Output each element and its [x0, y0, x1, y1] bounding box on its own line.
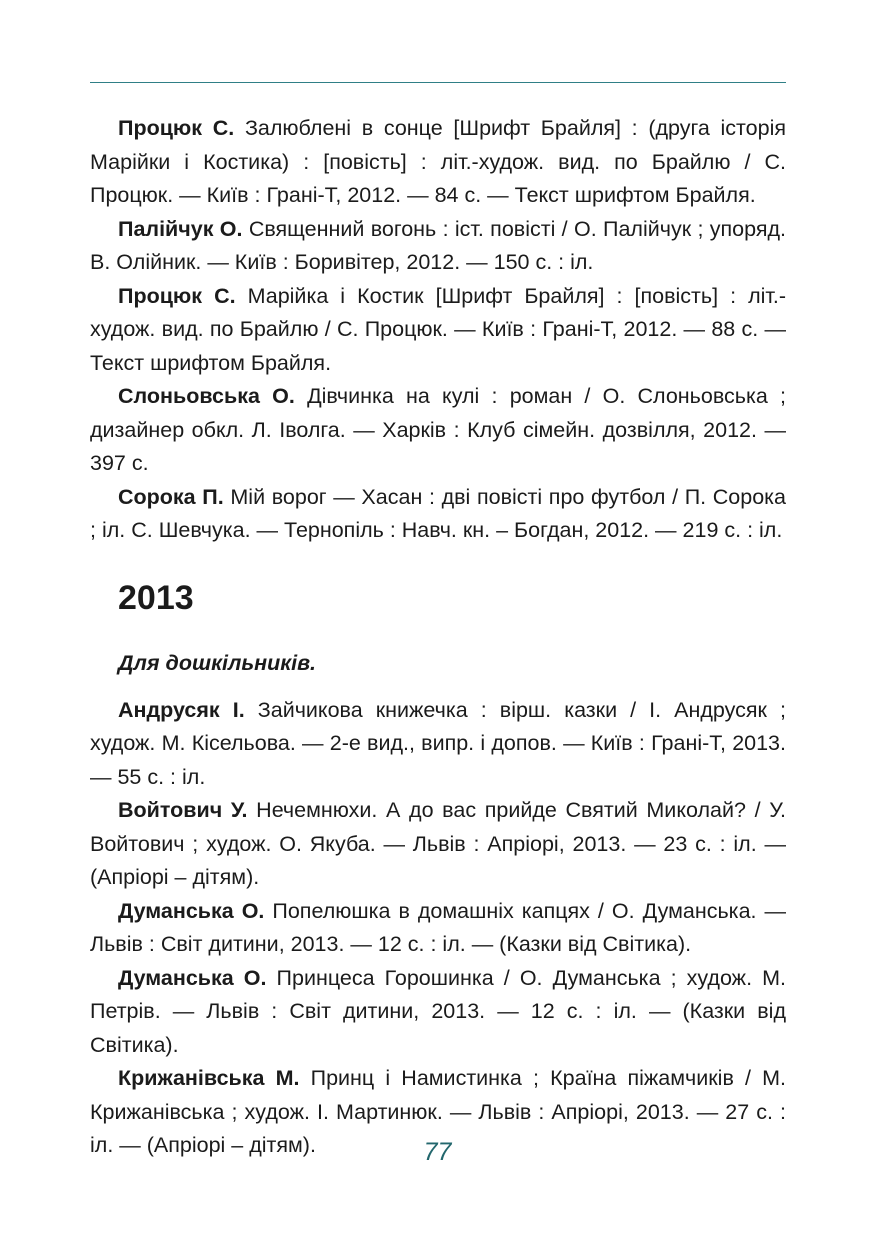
bibliography-entry: [90, 280, 786, 381]
entry-author: Думанська О.: [118, 898, 265, 923]
bibliography-entry: [90, 694, 786, 795]
entry-author: Сорока П.: [118, 484, 224, 509]
entry-text: Попелюшка в домашніх капцях / О. Думанська. — Львів : Світ дитини, 2013. — 12 с. : іл. — (Казки від Світика).: [90, 898, 786, 956]
entry-author: Палійчук О.: [118, 216, 243, 241]
entry-author: Крижанівська М.: [118, 1066, 300, 1090]
page-number: 77: [423, 1138, 452, 1166]
bibliography-entry: [90, 213, 786, 280]
entry-text: Принцеса Горошинка / О. Думанська ; худож. М. Петрів. — Львів : Світ дитини, 2013. — 12 с. : іл. — (Казки від Світика).: [90, 965, 786, 1057]
bibliography-entry: [90, 481, 786, 548]
entry-text: Зайчикова книжечка : вірш. казки / І. Андрусяк ; худож. М. Кісельова. — 2-е вид., випр. і допов. — Київ : Грані-Т, 2013. — 55 с. : іл.: [90, 697, 786, 789]
year-heading: 2013: [118, 578, 194, 617]
bibliography-entry: [90, 962, 786, 1063]
section-title: Для дошкільників.: [118, 650, 317, 675]
entry-author: Слоньовська О.: [118, 384, 295, 408]
entry-author: Думанська О.: [118, 965, 267, 990]
entry-text: Марійка і Костик [Шрифт Брайля] : [повість] : літ.-худож. вид. по Брайлю / С. Процюк. — Київ : Грані-Т, 2012. — 88 с. — Текст шрифтом Брайля.: [90, 283, 786, 375]
bibliography-entry: [90, 895, 786, 962]
entry-author: Андрусяк І.: [118, 697, 245, 722]
page-content: [90, 112, 786, 1163]
entry-author: Войтович У.: [118, 798, 248, 822]
bibliography-entry: [90, 380, 786, 481]
entry-text: Мій ворог — Хасан : дві повісті про футбол / П. Сорока ; іл. С. Шевчука. — Тернопіль : Навч. кн. – Богдан, 2012. — 219 с. : іл.: [90, 484, 787, 542]
entry-text: Залюблені в сонце [Шрифт Брайля] : (друга історія Марійки і Костика) : [повість] : літ.-худож. вид. по Брайлю / С. Процюк. — Київ : Грані-Т, 2012. — 84 с. — Текст шрифтом Брайля.: [90, 116, 786, 207]
entry-text: Нечемнюхи. А до вас прийде Святий Миколай? / У. Войтович ; худож. О. Якуба. — Львів : Апріорі, 2013. — 23 с. : іл. — (Апріорі – дітям).: [90, 798, 786, 889]
entry-author: Процюк С.: [118, 283, 236, 308]
entry-text: Дівчинка на кулі : роман / О. Слоньовська ; дизайнер обкл. Л. Іволга. — Харків : Клуб сімейн. дозвілля, 2012. — 397 с.: [90, 384, 786, 475]
header-rule: [90, 82, 786, 83]
bibliography-entry: [90, 112, 786, 213]
entry-text: Священний вогонь : іст. повісті / О. Палійчук ; упоряд. В. Олійник. — Київ : Боривітер, 2012. — 150 с. : іл.: [90, 216, 786, 274]
entry-text: Принц і Намистинка ; Країна піжамчиків / М. Крижанівська ; худож. І. Мартинюк. — Львів : Апріорі, 2013. — 27 с. : іл. — (Апріорі – дітям).: [90, 1066, 786, 1157]
entry-author: Процюк С.: [118, 116, 235, 140]
bibliography-entry: [90, 794, 786, 895]
